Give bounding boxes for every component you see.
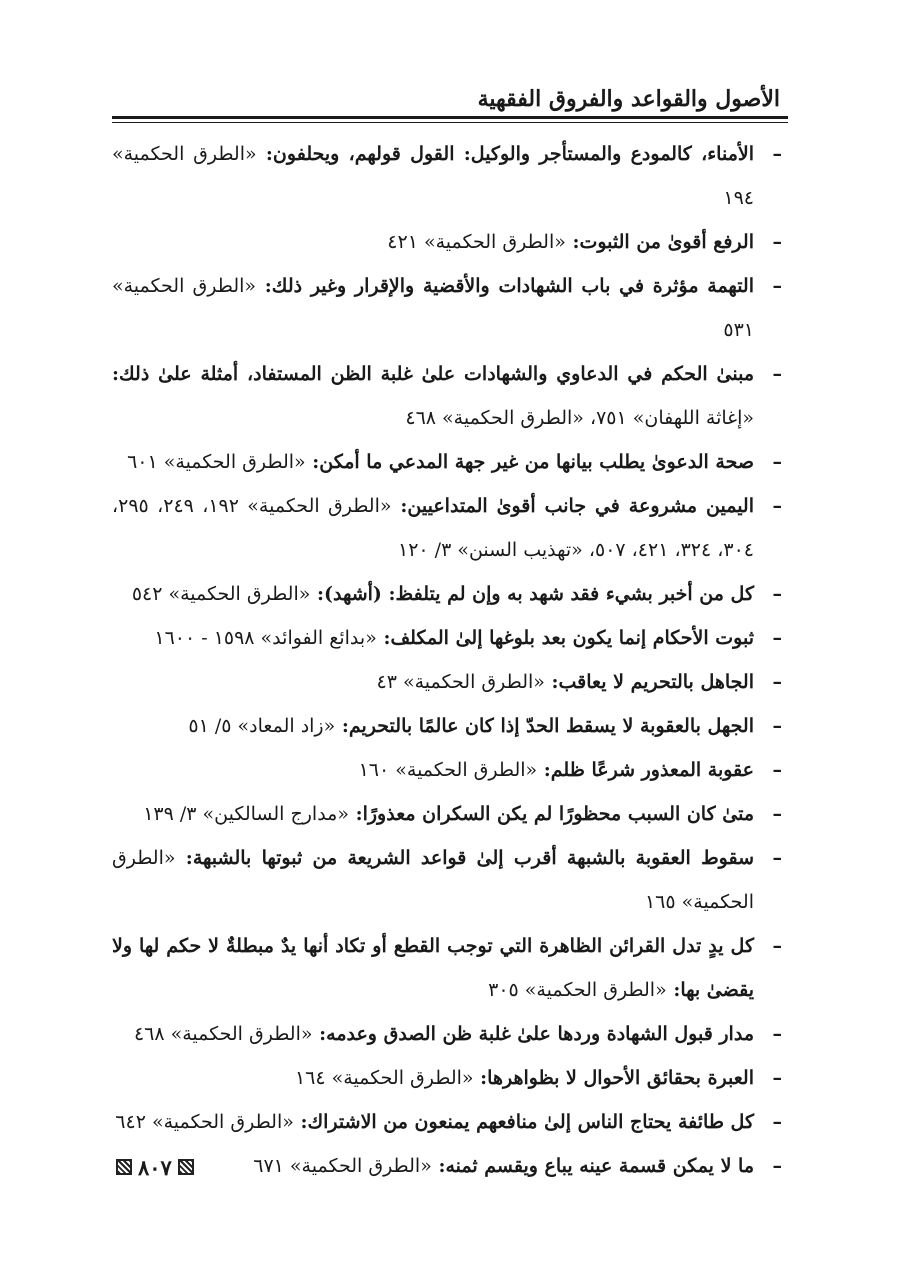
list-item: – صحة الدعوىٰ يطلب بيانها من غير جهة المدعي ما أمكن: «الطرق الحكمية» ٦٠١ xyxy=(112,440,788,484)
bullet-dash: – xyxy=(772,1111,782,1133)
page-number: ٨٠٧ xyxy=(138,1154,172,1180)
bullet-dash: – xyxy=(772,627,782,649)
bullet-dash: – xyxy=(772,1023,782,1045)
bullet-dash: – xyxy=(772,847,782,869)
list-item: – ثبوت الأحكام إنما يكون بعد بلوغها إلىٰ المكلف: «بدائع الفوائد» ١٥٩٨ - ١٦٠٠ xyxy=(112,616,788,660)
list-item: – ما لا يمكن قسمة عينه يباع ويقسم ثمنه: «الطرق الحكمية» ٦٧١ xyxy=(112,1144,788,1188)
bullet-dash: – xyxy=(772,935,782,957)
bullet-dash: – xyxy=(772,1155,782,1177)
list-item: – كل من أخبر بشيء فقد شهد به وإن لم يتلفظ: (أشهد): «الطرق الحكمية» ٥٤٢ xyxy=(112,572,788,616)
bullet-dash: – xyxy=(772,363,782,385)
list-item: – العبرة بحقائق الأحوال لا بظواهرها: «الطرق الحكمية» ١٦٤ xyxy=(112,1056,788,1100)
list-item: – التهمة مؤثرة في باب الشهادات والأقضية والإقرار وغير ذلك: «الطرق الحكمية» ٥٣١ xyxy=(112,264,788,352)
ornament-left-icon xyxy=(116,1159,132,1175)
list-item: – كل يدٍ تدل القرائن الظاهرة التي توجب القطع أو تكاد أنها يدٌ مبطلةٌ لا حكم لها ولا يقضىٰ بها: «الطرق الحكمية» ٣٠٥ xyxy=(112,924,788,1012)
list-item: – كل طائفة يحتاج الناس إلىٰ منافعهم يمنعون من الاشتراك: «الطرق الحكمية» ٦٤٢ xyxy=(112,1100,788,1144)
bullet-dash: – xyxy=(772,231,782,253)
header-rule-thick xyxy=(112,116,788,119)
bullet-dash: – xyxy=(772,759,782,781)
running-header xyxy=(112,82,788,122)
entry-list xyxy=(112,132,788,1188)
list-item: – مبنىٰ الحكم في الدعاوي والشهادات علىٰ غلبة الظن المستفاد، أمثلة علىٰ ذلك: «إغاثة اللهفان» ٧٥١، «الطرق الحكمية» ٤٦٨ xyxy=(112,352,788,440)
header-rule-thin xyxy=(112,122,788,123)
list-item: – سقوط العقوبة بالشبهة أقرب إلىٰ قواعد الشريعة من ثبوتها بالشبهة: «الطرق الحكمية» ١٦٥ xyxy=(112,836,788,924)
page-footer xyxy=(116,1152,194,1182)
list-item: – الأمناء، كالمودع والمستأجر والوكيل: القول قولهم، ويحلفون: «الطرق الحكمية» ١٩٤ xyxy=(112,132,788,220)
list-item: – مدار قبول الشهادة وردها علىٰ غلبة ظن الصدق وعدمه: «الطرق الحكمية» ٤٦٨ xyxy=(112,1012,788,1056)
bullet-dash: – xyxy=(772,715,782,737)
bullet-dash: – xyxy=(772,495,782,517)
list-item: – الرفع أقوىٰ من الثبوت: «الطرق الحكمية» ٤٢١ xyxy=(112,220,788,264)
bullet-dash: – xyxy=(772,803,782,825)
header-title: الأصول والقواعد والفروق الفقهية xyxy=(477,86,780,112)
bullet-dash: – xyxy=(772,671,782,693)
list-item: – اليمين مشروعة في جانب أقوىٰ المتداعيين: «الطرق الحكمية» ١٩٢، ٢٤٩، ٢٩٥، ٣٠٤، ٣٢٤، ٤٢١، ٥٠٧، «تهذيب السنن» ٣/ ١٢٠ xyxy=(112,484,788,572)
list-item: – الجهل بالعقوبة لا يسقط الحدّ إذا كان عالمًا بالتحريم: «زاد المعاد» ٥/ ٥١ xyxy=(112,704,788,748)
list-item: – الجاهل بالتحريم لا يعاقب: «الطرق الحكمية» ٤٣ xyxy=(112,660,788,704)
list-item: – متىٰ كان السبب محظورًا لم يكن السكران معذورًا: «مدارج السالكين» ٣/ ١٣٩ xyxy=(112,792,788,836)
bullet-dash: – xyxy=(772,583,782,605)
bullet-dash: – xyxy=(772,451,782,473)
bullet-dash: – xyxy=(772,143,782,165)
list-item: – عقوبة المعذور شرعًا ظلم: «الطرق الحكمية» ١٦٠ xyxy=(112,748,788,792)
bullet-dash: – xyxy=(772,275,782,297)
ornament-right-icon xyxy=(178,1159,194,1175)
bullet-dash: – xyxy=(772,1067,782,1089)
